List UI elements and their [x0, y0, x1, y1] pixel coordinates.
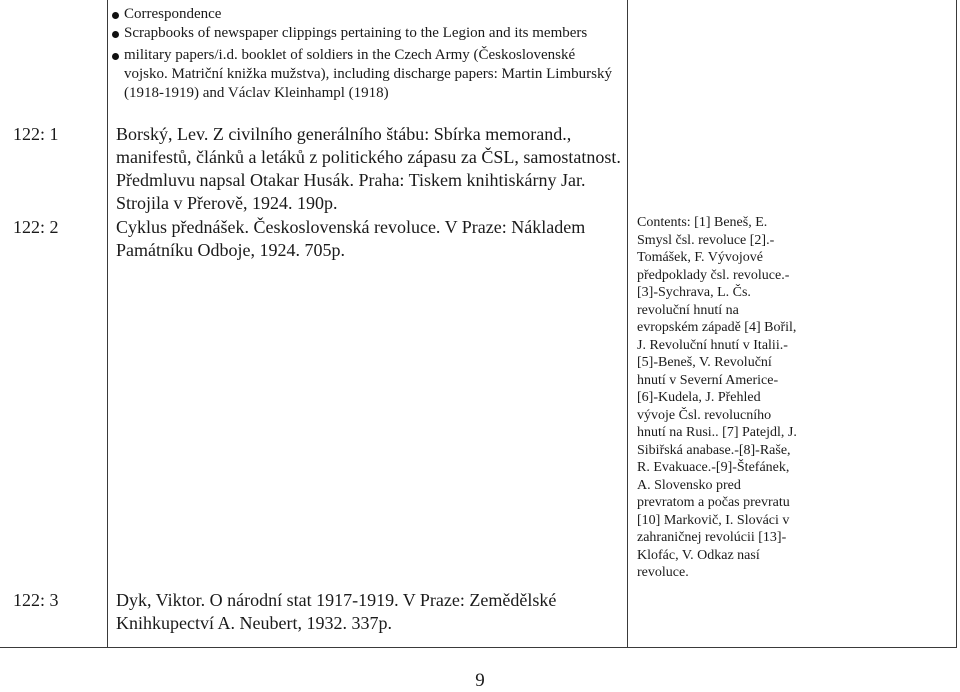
table-divider-left: [107, 0, 108, 648]
entry-contents: Contents: [1] Beneš, E. Smysl čsl. revoluce [2].- Tomášek, F. Vývojové předpoklady čsl. revoluce.-[3]-Sychrava, L. Čs. revoluční hnutí na evropském západě [4] Bořil, J. Revoluční hnutí v Italii.-[5]-Beneš, V. Revoluční hnutí v Severní Americe-[6]-Kudela, J. Přehled vývoje Čsl. revolucního hnutí na Rusi.. [7] Patejdl, J. Sibiřská anabase.-[8]-Raše, R. Evakuace.-[9]-Štefánek, A. Slovensko pred prevratom a počas prevratu [10] Markovič, I. Slováci v zahraničnej revolúcii [13]-Klofác, V. Odkaz nasí revoluce.: [637, 215, 797, 580]
bullet-list: [111, 5, 621, 103]
entry-description: Cyklus přednášek. Československá revoluce. V Praze: Nákladem Památníku Odboje, 1924. 705p.: [116, 217, 586, 260]
bullet-text: Scrapbooks of newspaper clippings pertaining to the Legion and its members: [124, 25, 588, 41]
bullet-text: Correspondence: [124, 6, 222, 22]
entry-description: Dyk, Viktor. O národní stat 1917-1919. V Praze: Zemědělské Knihkupectví A. Neubert, 1932. 337p.: [116, 590, 557, 633]
bullet-icon: [112, 53, 119, 60]
list-item: [111, 5, 621, 24]
entry-description: Borský, Lev. Z civilního generálního štábu: Sbírka memorand., manifestů, článků a letáků z politického zápasu za ČSL, samostatnost. Předmluvu napsal Otakar Husák. Praha: Tiskem knihtiskárny Jar. Strojila v Přerově, 1924. 190p.: [116, 124, 621, 213]
entry-number: 122: 3: [13, 590, 59, 610]
table-border-bottom: [0, 647, 957, 648]
list-item: [111, 46, 621, 103]
bullet-icon: [112, 12, 119, 19]
entry-number: 122: 2: [13, 217, 59, 237]
entry-number: 122: 1: [13, 124, 59, 144]
list-item: [111, 24, 621, 43]
page-number: 9: [475, 670, 485, 691]
bullet-icon: [112, 31, 119, 38]
table-divider-right: [627, 0, 628, 648]
table-border-right: [956, 0, 957, 648]
bullet-text: military papers/i.d. booklet of soldiers in the Czech Army (Československé vojsko. Matriční knižka mužstva), including discharge papers: Martin Limburský (1918-1919) and Václav Kleinhampl (1918): [124, 47, 612, 101]
